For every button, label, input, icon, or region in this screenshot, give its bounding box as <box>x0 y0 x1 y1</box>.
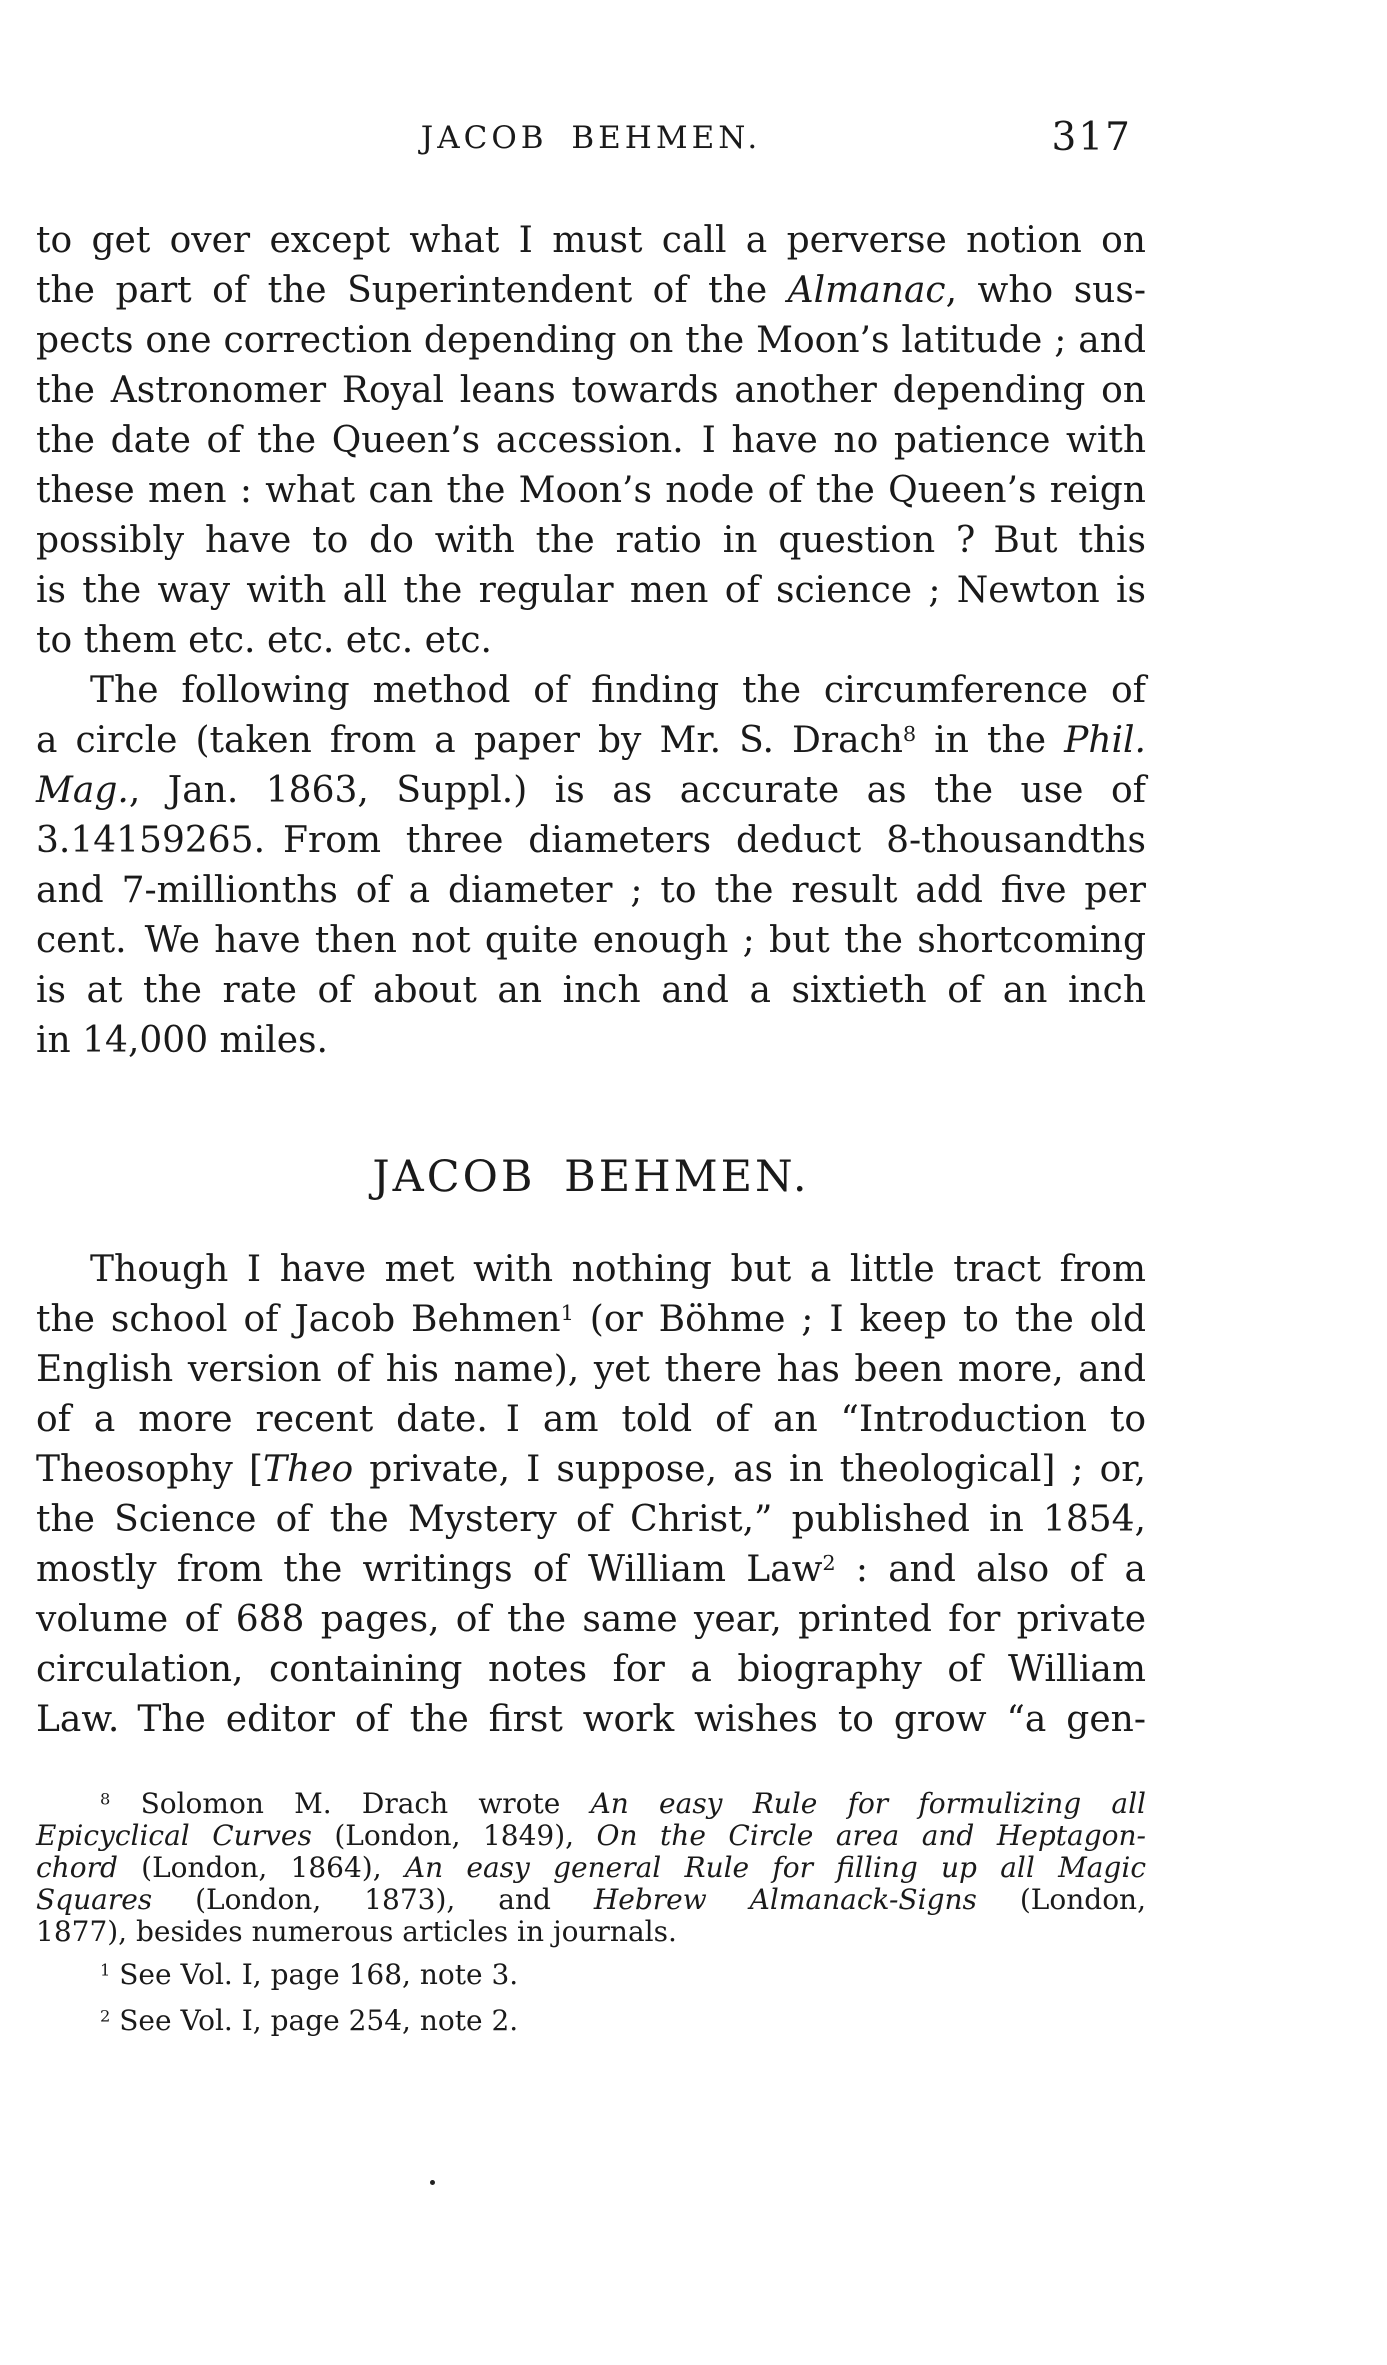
ink-speck <box>430 2180 435 2185</box>
text-run: volume of 688 pages, of the same year, printed for private <box>36 1599 1146 1640</box>
section-heading: JACOB BEHMEN. <box>372 1152 810 1202</box>
text-run: Law. The editor of the first work wishes to grow “a gen- <box>36 1699 1146 1740</box>
text-run: See Vol. I, page 168, note 3. <box>110 1958 519 1991</box>
text-line <box>36 1695 1146 1745</box>
text-run: circulation, containing notes for a biography of William <box>36 1649 1146 1690</box>
text-line <box>36 366 1146 416</box>
text-run: is the way with all the regular men of science ; Newton is <box>36 570 1146 611</box>
text-line <box>36 216 1146 266</box>
text-run: in 14,000 miles. <box>36 1020 328 1061</box>
text-run: 3.14159265. From three diameters deduct 8-thousandths <box>36 820 1146 861</box>
text-line <box>36 666 1146 716</box>
text-run: a circle (taken from a paper by Mr. S. Drach <box>36 720 903 761</box>
text-line <box>36 1788 1146 1820</box>
text-run: the Science of the Mystery of Christ,” published in 1854, <box>36 1499 1146 1540</box>
italic-text: Squares <box>36 1883 153 1916</box>
text-run: to them etc. etc. etc. etc. <box>36 620 492 661</box>
italic-text: chord <box>36 1851 118 1884</box>
running-header: JACOB BEHMEN. <box>420 120 762 156</box>
text-line <box>36 1016 1146 1066</box>
text-run: Solomon M. Drach wrote <box>110 1787 591 1820</box>
italic-text: Hebrew Almanack-Signs <box>593 1883 977 1916</box>
text-line <box>36 1445 1146 1495</box>
paragraph-3 <box>36 1245 1146 1745</box>
superscript-marker: 1 <box>560 1301 574 1326</box>
italic-text: Almanac <box>787 270 946 311</box>
text-run: in the <box>916 720 1065 761</box>
text-run: , who sus- <box>945 270 1147 311</box>
text-line <box>36 316 1146 366</box>
text-line <box>36 516 1146 566</box>
text-line <box>36 616 1146 666</box>
text-line <box>36 1955 1146 1995</box>
text-line <box>36 2001 1146 2041</box>
text-line <box>36 1820 1146 1852</box>
text-run: and 7-millionths of a diameter ; to the result add five per <box>36 870 1146 911</box>
text-run: Though I have met with nothing but a little tract from <box>90 1249 1146 1290</box>
text-line <box>36 916 1146 966</box>
text-line <box>36 466 1146 516</box>
page-number: 317 <box>1051 115 1132 160</box>
text-run: , Jan. 1863, Suppl.) is as accurate as the use of <box>128 770 1146 811</box>
text-run: private, I suppose, as in theological] ; or, <box>353 1449 1146 1490</box>
text-run: the part of the Superintendent of the <box>36 270 788 311</box>
superscript-marker: 2 <box>822 1551 836 1576</box>
text-run: to get over except what I must call a perverse notion on <box>36 220 1146 261</box>
page-header <box>36 116 1146 160</box>
italic-text: An easy Rule for formulizing all <box>590 1787 1146 1820</box>
text-line <box>36 766 1146 816</box>
text-run: Theosophy [ <box>36 1449 263 1490</box>
text-run: See Vol. I, page 254, note 2. <box>110 2004 519 2037</box>
text-run: the Astronomer Royal leans towards another depending on <box>36 370 1146 411</box>
italic-text: Epicyclical Curves <box>36 1819 312 1852</box>
text-run: English version of his name), yet there has been more, and <box>36 1349 1146 1390</box>
text-line <box>36 1884 1146 1916</box>
paragraph-2 <box>36 666 1146 1066</box>
text-line <box>36 1245 1146 1295</box>
paragraph-1 <box>36 216 1146 666</box>
italic-text: On the Circle area and Heptagon- <box>596 1819 1146 1852</box>
footnote-2 <box>36 2001 1146 2041</box>
text-line <box>36 1645 1146 1695</box>
text-run: (London, 1873), and <box>152 1883 594 1916</box>
text-line <box>36 1852 1146 1884</box>
text-run: these men : what can the Moon’s node of the Queen’s reign <box>36 470 1146 511</box>
text-line <box>36 966 1146 1016</box>
text-run: (London, <box>976 1883 1146 1916</box>
text-run: (London, 1849), <box>311 1819 597 1852</box>
text-line <box>36 866 1146 916</box>
superscript-marker: 2 <box>100 2006 111 2026</box>
text-line <box>36 1395 1146 1445</box>
text-line <box>36 566 1146 616</box>
italic-text: Phil. <box>1064 720 1146 761</box>
superscript-marker: 1 <box>100 1960 111 1980</box>
superscript-marker: 8 <box>902 722 917 747</box>
text-run: is at the rate of about an inch and a sixtieth of an inch <box>36 970 1146 1011</box>
footnote-8 <box>36 1788 1146 1948</box>
text-run: 1877), besides numerous articles in journals. <box>36 1915 677 1948</box>
text-line <box>36 816 1146 866</box>
text-run: pects one correction depending on the Moon’s latitude ; and <box>36 320 1146 361</box>
text-run: the school of Jacob Behmen <box>36 1299 561 1340</box>
superscript-marker: 8 <box>100 1789 111 1809</box>
text-line <box>36 1495 1146 1545</box>
text-run: : and also of a <box>835 1549 1146 1590</box>
text-line <box>36 1545 1146 1595</box>
italic-text: Theo <box>263 1449 354 1490</box>
text-run: the date of the Queen’s accession. I have no patience with <box>36 420 1146 461</box>
text-line <box>36 1295 1146 1345</box>
italic-text: An easy general Rule for filling up all Magic <box>404 1851 1146 1884</box>
text-run: (or Böhme ; I keep to the old <box>573 1299 1146 1340</box>
text-run: The following method of finding the circumference of <box>90 670 1146 711</box>
text-run: mostly from the writings of William Law <box>36 1549 823 1590</box>
text-line <box>36 266 1146 316</box>
text-line <box>36 416 1146 466</box>
text-run: of a more recent date. I am told of an “Introduction to <box>36 1399 1146 1440</box>
text-run: (London, 1864), <box>117 1851 405 1884</box>
italic-text: Mag. <box>36 770 129 811</box>
text-line <box>36 1345 1146 1395</box>
text-line <box>36 716 1146 766</box>
text-line <box>36 1916 1146 1948</box>
text-run: cent. We have then not quite enough ; but the shortcoming <box>36 920 1146 961</box>
text-line <box>36 1595 1146 1645</box>
text-run: possibly have to do with the ratio in question ? But this <box>36 520 1146 561</box>
footnote-1 <box>36 1955 1146 1995</box>
